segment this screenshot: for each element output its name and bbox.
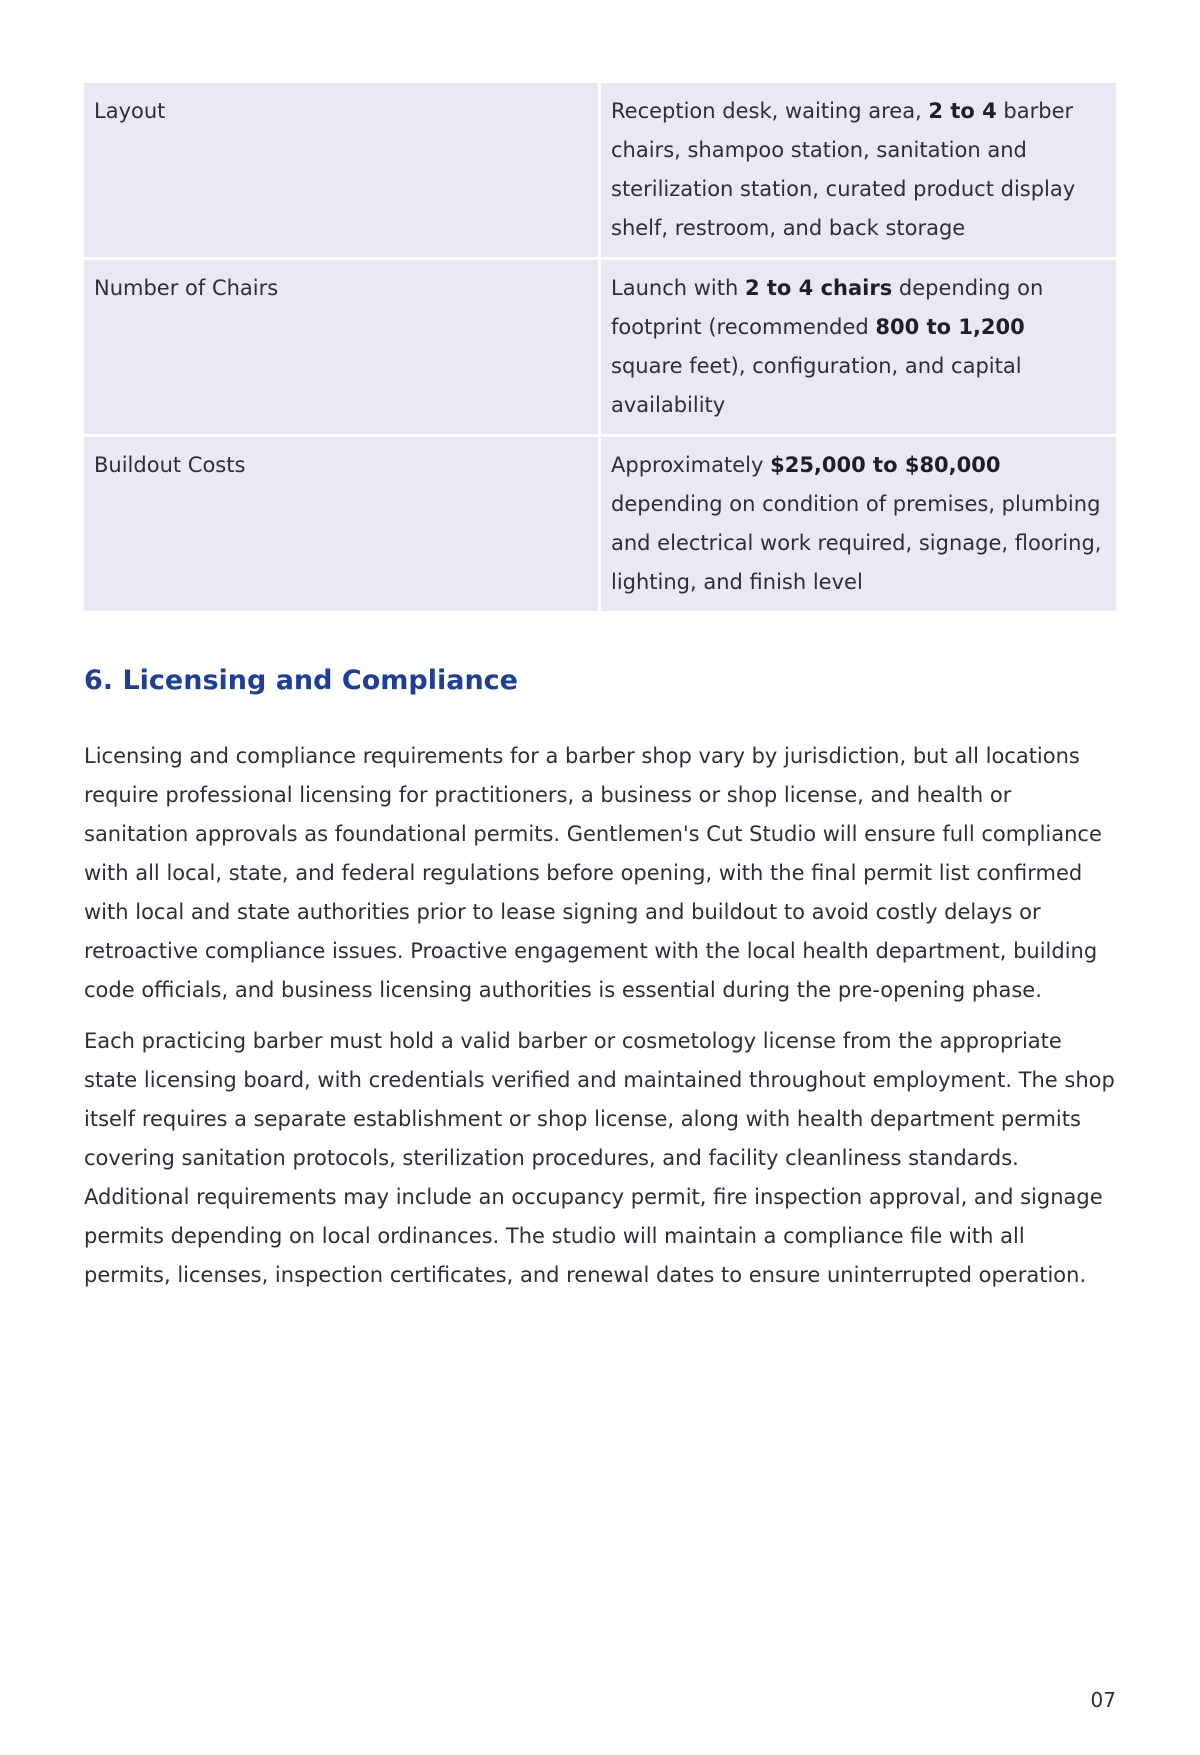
value-text: depending on condition of premises, plumbing and electrical work required, signage, flooring, lighting, and finish level [611, 492, 1102, 594]
value-text-bold: 800 to 1,200 [875, 315, 1025, 339]
specifications-table [84, 83, 1116, 611]
value-text: Launch with [611, 276, 745, 300]
section-heading: 6. Licensing and Compliance [84, 665, 518, 696]
table-cell-label: Layout [84, 83, 601, 257]
value-text: barber chairs, shampoo station, sanitation and sterilization station, curated product display shelf, restroom, and back storage [611, 99, 1076, 240]
body-paragraph: Licensing and compliance requirements for a barber shop vary by jurisdiction, but all locations require professional licensing for practitioners, a business or shop license, and health or sanitation approvals as foundational permits. Gentlemen's Cut Studio will ensure full compliance with all local, state, and federal regulations before opening, with the final permit list confirmed with local and state authorities prior to lease signing and buildout to avoid costly delays or retroactive compliance issues. Proactive engagement with the local health department, building code officials, and business licensing authorities is essential during the pre-opening phase. [84, 744, 1102, 1002]
body-paragraph: Each practicing barber must hold a valid barber or cosmetology license from the appropriate state licensing board, with credentials verified and maintained throughout employment. The shop itself requires a separate establishment or shop license, along with health department permits covering sanitation protocols, sterilization procedures, and facility cleanliness standards. Additional requirements may include an occupancy permit, fire inspection approval, and signage permits depending on local ordinances. The studio will maintain a compliance file with all permits, licenses, inspection certificates, and renewal dates to ensure uninterrupted operation. [84, 1029, 1115, 1287]
table-cell-label: Buildout Costs [84, 434, 601, 611]
document-page [84, 83, 1116, 1295]
value-text-bold: 2 to 4 [928, 99, 997, 123]
value-text: square feet), configuration, and capital availability [611, 354, 1022, 417]
table-cell-value [601, 257, 1116, 434]
table-row [84, 434, 1116, 611]
value-text: Reception desk, waiting area, [611, 99, 929, 123]
table-cell-value [601, 434, 1116, 611]
page-number: 07 [1090, 1688, 1116, 1712]
table-row [84, 83, 1116, 257]
value-text: Approximately [611, 453, 771, 477]
table-cell-value [601, 83, 1116, 257]
value-text-bold: $25,000 to $80,000 [770, 453, 1001, 477]
value-text: depending on footprint (recommended [611, 276, 1044, 339]
value-text-bold: 2 to 4 chairs [744, 276, 893, 300]
table-row [84, 257, 1116, 434]
table-cell-label: Number of Chairs [84, 257, 601, 434]
